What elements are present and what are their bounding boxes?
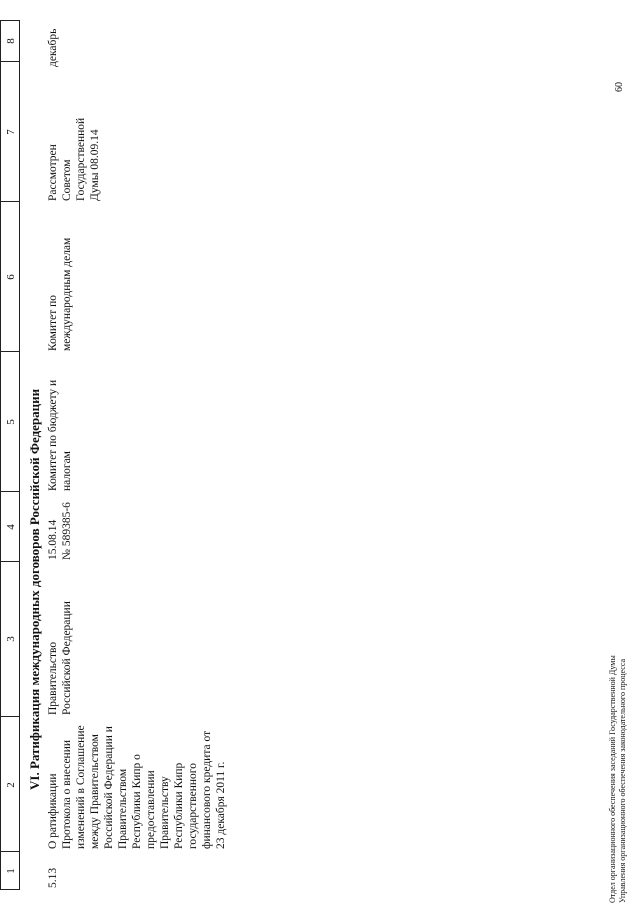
col-divider-7 (0, 61, 20, 62)
table-top-rule (0, 20, 1, 890)
col-header-4: 4 (5, 524, 17, 530)
page-number: 60 (614, 82, 625, 92)
col-header-8: 8 (5, 38, 17, 44)
col-divider-2 (0, 716, 20, 717)
col-divider-4 (0, 491, 20, 492)
term: декабрь (47, 28, 59, 67)
responsible-committee: Комитет по бюджету и налогам (47, 379, 73, 491)
col-divider-0 (0, 889, 20, 890)
col-divider-6 (0, 201, 20, 202)
col-header-7: 7 (5, 129, 17, 135)
coexecutor-committee: Комитет по международным делам (47, 237, 73, 351)
bill-title: О ратификации Протокола о внесении изменений в Соглашение между Правительством Российской Федерации и Правительством Республики Кипр о предоставлении Правительству Республики Кипр государственного финансового кредита от 23 декабря 2011 г. (47, 725, 227, 849)
registration: 15.08.14 № 589385-6 (47, 502, 73, 560)
initiator: Правительство Российской Федерации (47, 601, 73, 715)
col-header-3: 3 (5, 636, 17, 642)
status: Рассмотрен Советом Государственной Думы 08.09.14 (47, 117, 101, 201)
col-divider-5 (0, 351, 20, 352)
footer-line-1: Отдел организационного обеспечения заседаний Государственной Думы (608, 655, 617, 903)
col-divider-8 (0, 20, 20, 21)
col-header-5: 5 (5, 419, 17, 425)
col-header-2: 2 (5, 782, 17, 788)
footer-line-2: Управления организационного обеспечения законодательного процесса (618, 658, 627, 903)
col-divider-1 (0, 851, 20, 852)
col-header-1: 1 (5, 868, 17, 874)
col-header-6: 6 (5, 274, 17, 280)
section-title: VI. Ратификация международных договоров Российской Федерации (27, 388, 42, 790)
row-number: 5.13 (47, 867, 59, 888)
header-bottom-rule (19, 20, 20, 890)
col-divider-3 (0, 561, 20, 562)
